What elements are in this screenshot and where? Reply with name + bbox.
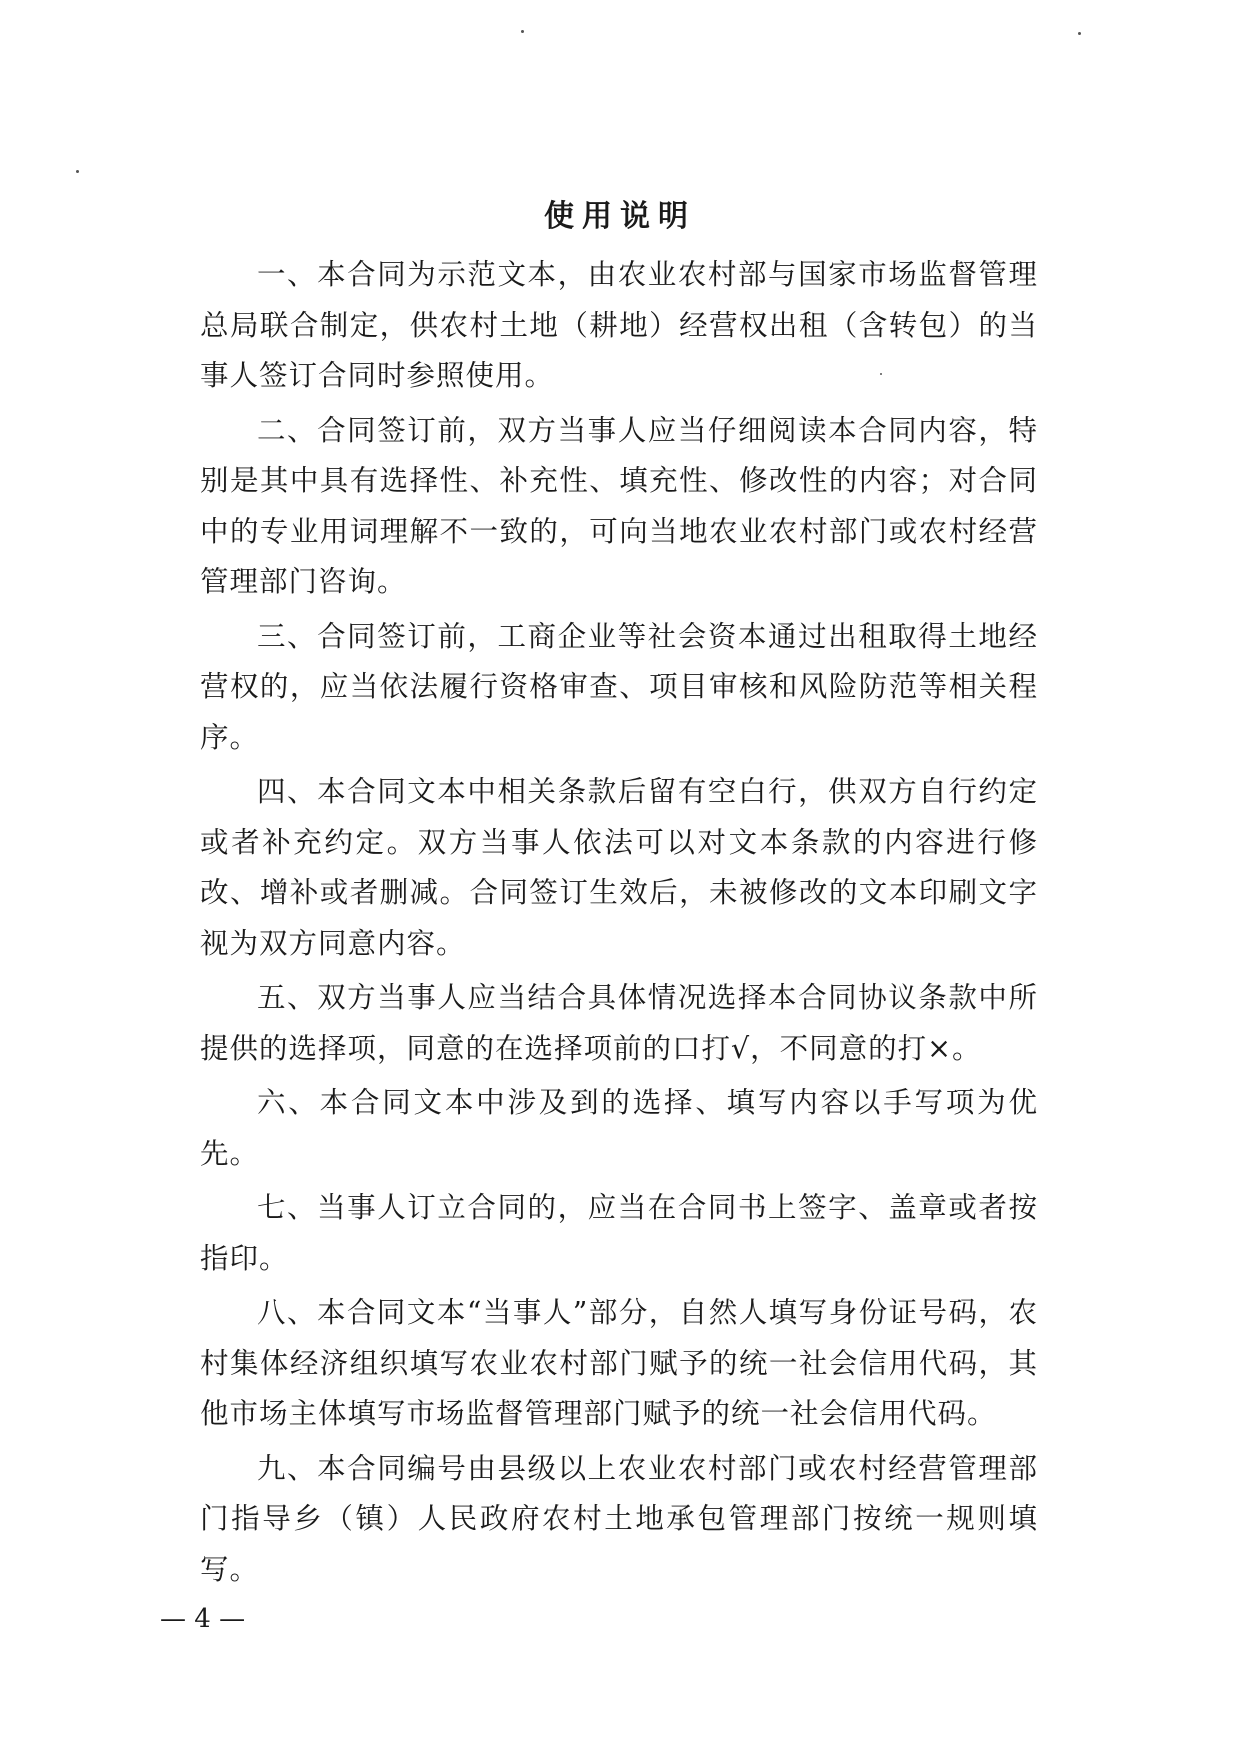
- instruction-paragraph-2: 二、合同签订前，双方当事人应当仔细阅读本合同内容，特别是其中具有选择性、补充性、填充性、修改性的内容；对合同中的专业用词理解不一致的，可向当地农业农村部门或农村经营管理部门咨询。: [200, 413, 1038, 598]
- instruction-paragraph-5: 五、双方当事人应当结合具体情况选择本合同协议条款中所提供的选择项，同意的在选择项前的口打√，不同意的打×。: [200, 981, 1038, 1065]
- instruction-paragraph-7: 七、当事人订立合同的，应当在合同书上签字、盖章或者按指印。: [200, 1191, 1038, 1275]
- instruction-paragraph-9: 九、本合同编号由县级以上农业农村部门或农村经营管理部门指导乡（镇）人民政府农村土地承包管理部门按统一规则填写。: [200, 1451, 1038, 1586]
- instruction-paragraph-6: 六、本合同文本中涉及到的选择、填写内容以手写项为优先。: [200, 1086, 1038, 1170]
- scan-speck: [1078, 32, 1081, 35]
- page-number: — 4 —: [160, 1604, 246, 1634]
- page-title: 使用说明: [544, 199, 696, 234]
- instruction-paragraph-8: 八、本合同文本“当事人”部分，自然人填写身份证号码，农村集体经济组织填写农业农村部门赋予的统一社会信用代码，其他市场主体填写市场监督管理部门赋予的统一社会信用代码。: [200, 1296, 1038, 1430]
- scan-speck: [521, 30, 524, 33]
- instructions-body: [200, 250, 1038, 1599]
- scan-speck: [76, 170, 79, 173]
- instruction-paragraph-3: 三、合同签订前，工商企业等社会资本通过出租取得土地经营权的，应当依法履行资格审查、项目审核和风险防范等相关程序。: [200, 619, 1038, 754]
- instruction-paragraph-4: 四、本合同文本中相关条款后留有空白行，供双方自行约定或者补充约定。双方当事人依法可以对文本条款的内容进行修改、增补或者删减。合同签订生效后，未被修改的文本印刷文字视为双方同意内容。: [200, 775, 1038, 960]
- instruction-paragraph-1: 一、本合同为示范文本，由农业农村部与国家市场监督管理总局联合制定，供农村土地（耕地）经营权出租（含转包）的当事人签订合同时参照使用。: [200, 258, 1038, 392]
